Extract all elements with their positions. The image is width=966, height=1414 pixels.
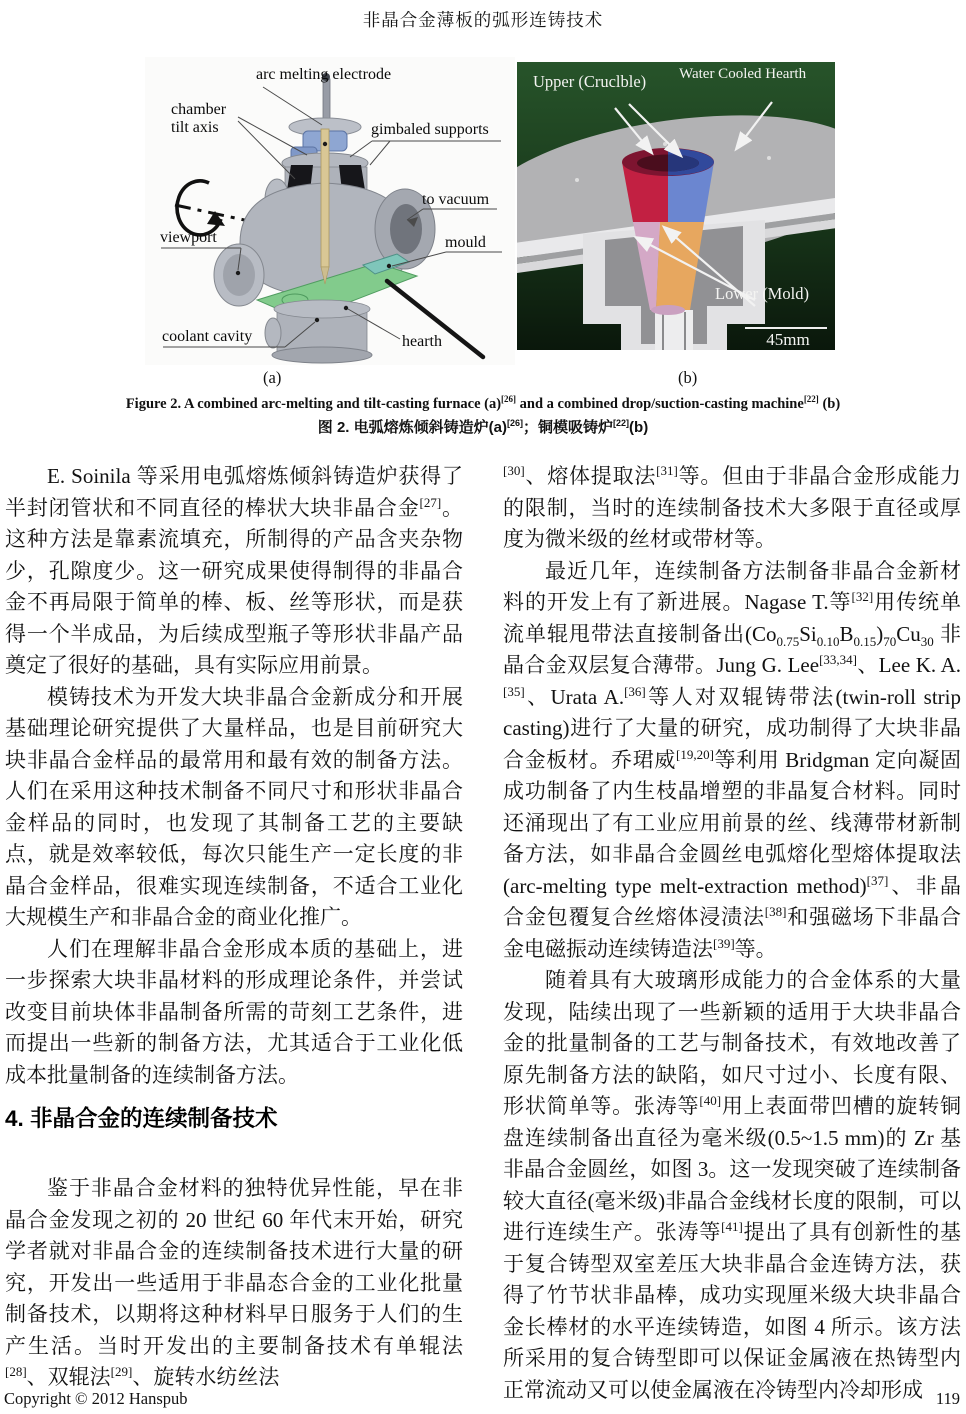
figure-caption	[0, 394, 966, 437]
label-hearth: hearth	[402, 333, 442, 350]
label-to-vacuum: to vacuum	[422, 191, 490, 208]
figure-panel-a	[145, 57, 515, 365]
paragraph: 模铸技术为开发大块非晶合金新成分和开展基础理论研究提供了大量样品，也是目前研究大块非晶合金样品的最常用和最有效的制备方法。人们在采用这种技术制备不同尺寸和形状非晶合金样品的同时，也发现了其制备工艺的主要缺点，就是效率较低，每次只能生产一定长度的非晶合金样品，很难实现连续制备，不适合工业化大规模生产和非晶合金的商业化推广。	[5, 684, 463, 929]
label-scale-45mm: 45mm	[766, 330, 810, 349]
paragraph: 最近几年，连续制备方法制备非晶合金新材料的开发上有了新进展。Nagase T.等[32]用传统单流单辊甩带法直接制备出$(Co_{0.75}Si_{0.10}B_{0.15})_{70}Cu_{30}$ 非晶合金双层复合薄带。Jung G. Lee[33,34]、Lee K. A.[35]、Urata A.[36]等人对双辊铸带法(twin-roll strip casting)进行了大量的研究，成功制得了大块非晶合金板材。乔珺威[19,20]等利用 Bridgman 定向凝固成功制备了内生枝晶增塑的非晶复合材料。同时还涌现出了有工业应用前景的丝、线薄带材新制备方法，如非晶合金圆丝电弧熔化型熔体提取法(arc-melting type melt-extraction method)[37]、非晶合金包覆复合丝熔体浸渍法[38]和强磁场下非晶合金电磁振动连续铸造法[39]等。	[503, 558, 962, 961]
section-heading: 4. 非晶合金的连续制备技术	[5, 1106, 278, 1131]
label-lower-mold: Lower (Mold)	[715, 284, 809, 303]
label-viewport: viewport	[160, 229, 217, 246]
left-column	[5, 461, 463, 1394]
figure-2	[145, 57, 835, 389]
paragraph: 鉴于非晶合金材料的独特优异性能，早在非晶合金发现之初的 20 世纪 60 年代末开始，研究学者就对非晶合金的连续制备技术进行大量的研究，开发出一些适用于非晶态合金的工业化批量制备技术，以期将这种材料早日服务于人们的生产生活。当时开发出的主要制备技术有单辊法[28]、双辊法[29]、旋转水纺丝法	[5, 1176, 463, 1389]
label-mould: mould	[445, 234, 486, 251]
footer-copyright: Copyright © 2012 Hanspub	[4, 1389, 188, 1408]
figure-caption-english: Figure 2. A combined arc-melting and tilt-casting furnace (a)[26] and a combined drop/suction-casting machine[22] (b)	[125, 394, 841, 412]
label-upper-crucible: Upper (Cruclble)	[533, 72, 647, 91]
figure-caption-chinese: 图 2. 电弧熔炼倾斜铸造炉(a)[26]；铜模吸铸炉[22](b)	[317, 417, 649, 436]
panel-b-tag: (b)	[678, 368, 698, 387]
label-chamber-tilt-axis: chamber tilt axis	[171, 101, 227, 136]
label-arc-melting-electrode: arc melting electrode	[256, 66, 392, 83]
paragraph: 随着具有大玻璃形成能力的合金体系的大量发现，陆续出现了一些新颖的适用于大块非晶合金的批量制备的工艺与制备技术，有效地改善了原先制备方法的缺陷，如尺寸过小、长度有限、形状简单等。张涛等[40]用上表面带凹槽的旋转铜盘连续制备出直径为毫米级(0.5~1.5 mm)的 Zr 基非晶合金圆丝，如图 3。这一发现突破了连续制备较大直径(毫米级)非晶合金线材长度的限制，可以进行连续生产。张涛等[41]提出了具有创新性的基于复合铸型双室差压大块非晶合金连铸方法，获得了竹节状非晶棒，成功实现厘米级大块非晶合金长棒材的水平连续铸造，如图 4 所示。该方法所采用的复合铸型即可以保证金属液在热铸型内正常流动又可以使金属液在冷铸型内冷却形成	[503, 968, 962, 1402]
page-title: 非晶合金薄板的弧形连铸技术	[362, 10, 604, 30]
label-coolant-cavity: coolant cavity	[162, 328, 253, 345]
paragraph: 人们在理解非晶合金形成本质的基础上，进一步探索大块非晶材料的形成理论条件，并尝试改变目前块体非晶制备所需的苛刻工艺条件，进而提出一些新的制备方法，尤其适合于工业化低成本批量制备的连续制备方法。	[5, 936, 463, 1087]
paragraph: E. Soinila 等采用电弧熔炼倾斜铸造炉获得了半封闭管状和不同直径的棒状大块非晶合金[27]。这种方法是靠素流填充，所制得的产品含夹杂物少，孔隙度少。这一研究成果使得制得的非晶合金不再局限于简单的棒、板、丝等形状，而是获得一个半成品，为后续成型瓶子等形状非晶产品奠定了很好的基础，具有实际应用前景。	[5, 464, 464, 677]
panel-a-tag: (a)	[263, 368, 282, 387]
label-gimbaled-supports: gimbaled supports	[371, 121, 489, 138]
paragraph: [30]、熔体提取法[31]等。但由于非晶合金形成能力的限制，当时的连续制备技术大多限于直径或厚度为微米级的丝材或带材等。	[503, 463, 962, 551]
figure-panel-b	[517, 62, 835, 350]
footer-page-number: 119	[935, 1389, 960, 1408]
casting-machine-render	[517, 62, 835, 350]
electrode-rod	[321, 129, 329, 267]
label-water-cooled-hearth: Water Cooled Hearth	[679, 66, 807, 82]
right-column	[503, 461, 961, 1406]
